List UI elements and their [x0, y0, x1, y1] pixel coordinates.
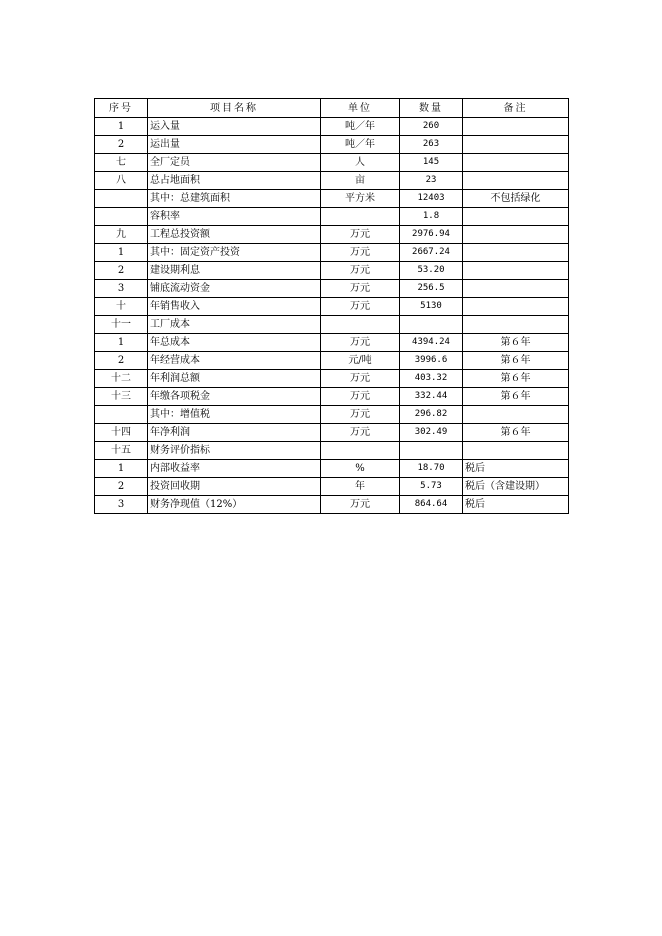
cell-name: 容积率: [148, 208, 321, 226]
cell-no: [95, 190, 148, 208]
table-row: [95, 460, 569, 478]
cell-note: [463, 226, 569, 244]
cell-unit: 万元: [321, 334, 400, 352]
cell-unit: [321, 208, 400, 226]
cell-no: 十四: [95, 424, 148, 442]
cell-unit: 年: [321, 478, 400, 496]
cell-unit: 亩: [321, 172, 400, 190]
cell-note: 税后: [463, 496, 569, 514]
cell-no: 1: [95, 118, 148, 136]
cell-name: 运出量: [148, 136, 321, 154]
table-row: [95, 118, 569, 136]
cell-value: 4394.24: [400, 334, 463, 352]
cell-value: 18.70: [400, 460, 463, 478]
cell-unit: [321, 316, 400, 334]
cell-no: 七: [95, 154, 148, 172]
cell-value: 302.49: [400, 424, 463, 442]
table-row: [95, 388, 569, 406]
cell-name: 工厂成本: [148, 316, 321, 334]
header-unit: 单位: [321, 99, 400, 118]
cell-value: 2667.24: [400, 244, 463, 262]
cell-value: 1.8: [400, 208, 463, 226]
cell-name: 年利润总额: [148, 370, 321, 388]
cell-unit: 万元: [321, 406, 400, 424]
table-row: [95, 280, 569, 298]
cell-value: 12403: [400, 190, 463, 208]
cell-name: 全厂定员: [148, 154, 321, 172]
cell-value: 403.32: [400, 370, 463, 388]
cell-note: [463, 406, 569, 424]
cell-no: 2: [95, 136, 148, 154]
cell-name: 年缴各项税金: [148, 388, 321, 406]
cell-no: 1: [95, 460, 148, 478]
header-name: 项目名称: [148, 99, 321, 118]
cell-name: 年总成本: [148, 334, 321, 352]
header-value: 数量: [400, 99, 463, 118]
cell-name: 内部收益率: [148, 460, 321, 478]
cell-value: 3996.6: [400, 352, 463, 370]
cell-value: 864.64: [400, 496, 463, 514]
table-row: [95, 316, 569, 334]
table-row: [95, 478, 569, 496]
cell-unit: 万元: [321, 424, 400, 442]
table-row: [95, 352, 569, 370]
cell-note: 第６年: [463, 388, 569, 406]
cell-unit: 吨／年: [321, 136, 400, 154]
summary-table: [94, 98, 569, 514]
table-row: [95, 154, 569, 172]
cell-note: [463, 118, 569, 136]
cell-value: 5130: [400, 298, 463, 316]
cell-name: 运入量: [148, 118, 321, 136]
cell-unit: 万元: [321, 388, 400, 406]
cell-unit: 万元: [321, 226, 400, 244]
table-row: [95, 208, 569, 226]
cell-unit: [321, 442, 400, 460]
table-row: [95, 172, 569, 190]
cell-value: 23: [400, 172, 463, 190]
cell-no: [95, 406, 148, 424]
cell-note: [463, 208, 569, 226]
cell-no: 1: [95, 334, 148, 352]
cell-no: 九: [95, 226, 148, 244]
cell-value: 332.44: [400, 388, 463, 406]
cell-name: 建设期利息: [148, 262, 321, 280]
table-row: [95, 424, 569, 442]
cell-value: 296.82: [400, 406, 463, 424]
cell-name: 年净利润: [148, 424, 321, 442]
cell-note: [463, 280, 569, 298]
cell-unit: %: [321, 460, 400, 478]
cell-value: 53.20: [400, 262, 463, 280]
table-row: [95, 136, 569, 154]
table-row: [95, 370, 569, 388]
cell-no: 八: [95, 172, 148, 190]
cell-no: [95, 208, 148, 226]
cell-note: 第６年: [463, 352, 569, 370]
table-row: [95, 496, 569, 514]
cell-no: 2: [95, 478, 148, 496]
cell-note: 税后（含建设期）: [463, 478, 569, 496]
cell-no: 2: [95, 262, 148, 280]
cell-name: 其中：总建筑面积: [148, 190, 321, 208]
cell-note: 税后: [463, 460, 569, 478]
table-header-row: [95, 99, 569, 118]
cell-note: [463, 262, 569, 280]
cell-value: 145: [400, 154, 463, 172]
table-row: [95, 298, 569, 316]
cell-note: 第６年: [463, 334, 569, 352]
cell-note: [463, 136, 569, 154]
cell-name: 总占地面积: [148, 172, 321, 190]
cell-name: 铺底流动资金: [148, 280, 321, 298]
cell-value: 256.5: [400, 280, 463, 298]
cell-value: 263: [400, 136, 463, 154]
cell-no: 十: [95, 298, 148, 316]
cell-no: 十一: [95, 316, 148, 334]
cell-note: 不包括绿化: [463, 190, 569, 208]
cell-unit: 万元: [321, 496, 400, 514]
table-row: [95, 226, 569, 244]
cell-unit: 人: [321, 154, 400, 172]
cell-unit: 吨／年: [321, 118, 400, 136]
cell-no: 十五: [95, 442, 148, 460]
cell-unit: 平方米: [321, 190, 400, 208]
cell-name: 年经营成本: [148, 352, 321, 370]
table-row: [95, 334, 569, 352]
cell-note: [463, 244, 569, 262]
cell-name: 财务评价指标: [148, 442, 321, 460]
cell-unit: 万元: [321, 262, 400, 280]
cell-value: 5.73: [400, 478, 463, 496]
header-note: 备注: [463, 99, 569, 118]
cell-value: [400, 316, 463, 334]
cell-no: 十三: [95, 388, 148, 406]
cell-note: [463, 442, 569, 460]
cell-no: 十二: [95, 370, 148, 388]
cell-no: 3: [95, 496, 148, 514]
table-row: [95, 262, 569, 280]
cell-note: 第６年: [463, 370, 569, 388]
cell-no: 1: [95, 244, 148, 262]
cell-name: 其中：增值税: [148, 406, 321, 424]
cell-note: 第６年: [463, 424, 569, 442]
cell-name: 年销售收入: [148, 298, 321, 316]
cell-name: 财务净现值（12%）: [148, 496, 321, 514]
cell-no: 2: [95, 352, 148, 370]
cell-no: 3: [95, 280, 148, 298]
cell-value: 260: [400, 118, 463, 136]
cell-unit: 万元: [321, 298, 400, 316]
cell-name: 其中：固定资产投资: [148, 244, 321, 262]
cell-value: [400, 442, 463, 460]
header-no: 序号: [95, 99, 148, 118]
table-row: [95, 442, 569, 460]
cell-unit: 万元: [321, 280, 400, 298]
cell-name: 投资回收期: [148, 478, 321, 496]
cell-unit: 万元: [321, 370, 400, 388]
cell-unit: 元/吨: [321, 352, 400, 370]
cell-note: [463, 316, 569, 334]
cell-note: [463, 172, 569, 190]
table-row: [95, 190, 569, 208]
cell-note: [463, 154, 569, 172]
cell-value: 2976.94: [400, 226, 463, 244]
cell-note: [463, 298, 569, 316]
table-body: [95, 118, 569, 514]
table-row: [95, 244, 569, 262]
cell-name: 工程总投资额: [148, 226, 321, 244]
table-row: [95, 406, 569, 424]
cell-unit: 万元: [321, 244, 400, 262]
